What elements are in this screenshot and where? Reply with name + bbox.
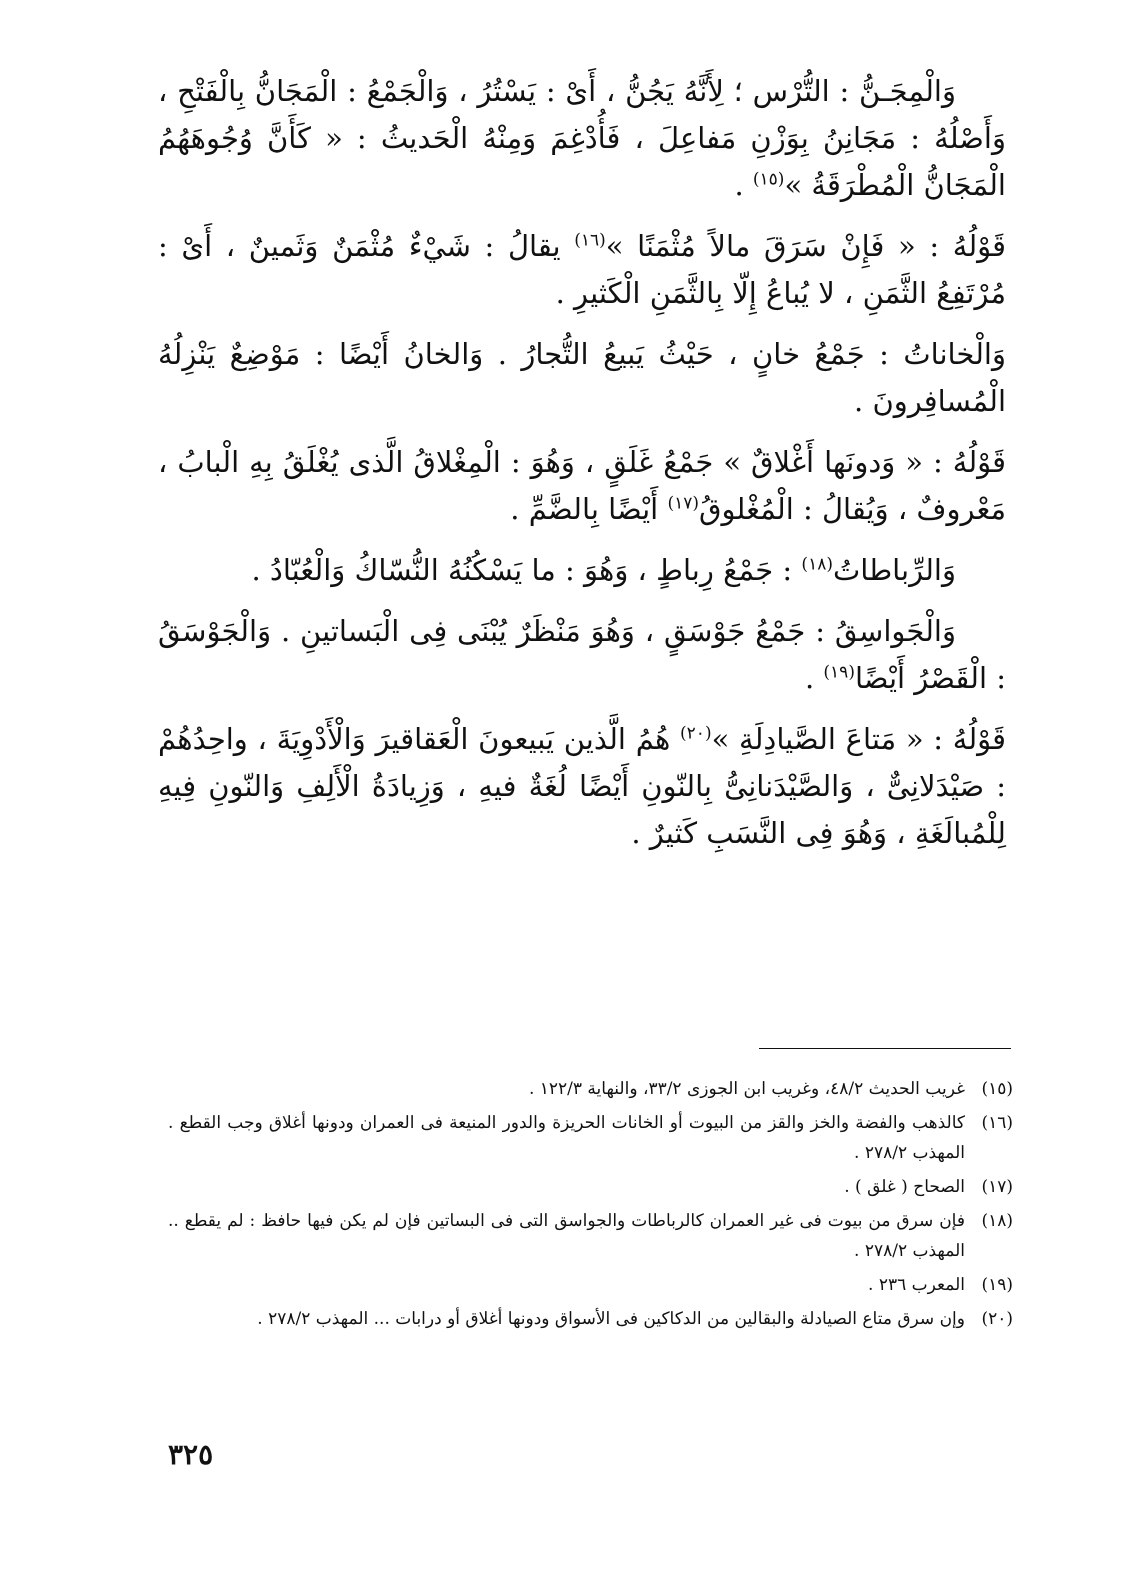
paragraph-muthman: [158, 223, 1006, 317]
footnote-ref-19: (١٩): [823, 662, 855, 683]
footnotes: [168, 1074, 1013, 1338]
footnote-number: (٢٠): [981, 1309, 1013, 1329]
paragraph-text: قَوْلُهُ : « مَتاعَ الصَّيادِلَةِ »: [711, 722, 1006, 756]
footnote-number: (١٦): [981, 1113, 1013, 1133]
paragraph-text: : جَمْعُ رِباطٍ ، وَهُوَ : ما يَسْكُنُهُ النُّسّاكُ وَالْعُبّادُ .: [251, 553, 802, 587]
footnote-text: الصحاح ( غلق ) .: [844, 1177, 965, 1197]
paragraph-text: .: [734, 168, 753, 202]
page-number: ٣٢٥: [168, 1438, 214, 1471]
paragraph-text: وَالْخاناتُ : جَمْعُ خانٍ ، حَيْثُ يَبيعُ التُّجارُ . وَالخانُ أَيْضًا : مَوْضِعٌ يَنْزِلُهُ الْمُسافِرونَ .: [158, 337, 1006, 418]
paragraph-jawasiq: [158, 608, 1006, 702]
paragraph-mijann: [158, 68, 1006, 209]
footnote-text: كالذهب والفضة والخز والقز من البيوت أو الخانات الحريزة والدور المنيعة فى العمران ودونها أغلاق وجب القطع . المهذب ٢٧٨/٢ .: [168, 1113, 965, 1163]
footnote-ref-15: (١٥): [752, 169, 785, 190]
footnote-item: [168, 1304, 1013, 1334]
footnote-item: [168, 1270, 1013, 1300]
footnote-number: (١٨): [981, 1211, 1013, 1231]
footnote-ref-20: (٢٠): [680, 723, 712, 744]
footnote-item: [168, 1172, 1013, 1202]
paragraph-text: وَالْمِجَـنُّ : التُّرْس ؛ لِأَنَّهُ يَجُنُّ ، أَىْ : يَسْتُرُ ، وَالْجَمْعُ : الْمَجَانُّ بِالْفَتْحِ ، وَأَصْلُهُ : مَجَانِنُ بِوَزْنِ مَفاعِلَ ، فَأُدْغِمَ وَمِنْهُ الْحَديثُ : « كَأَنَّ وُجُوهَهُمُ الْمَجَانُّ الْمُطْرَقَةُ »: [158, 74, 1006, 202]
footnote-text: المعرب ٢٣٦ .: [868, 1275, 965, 1295]
paragraph-text: أَيْضًا بِالضَّمِّ .: [510, 492, 668, 526]
paragraph-khanat: [158, 331, 1006, 425]
main-text: [158, 68, 1006, 871]
paragraph-text: يقالُ : شَيْءٌ مُثْمَنٌ وَثَمينٌ ، أَىْ : مُرْتَفِعُ الثَّمَنِ ، لا يُباعُ إِلّا بِالثَّمَنِ الْكَثيرِ .: [158, 229, 1006, 310]
footnote-text: فإن سرق من بيوت فى غير العمران كالرباطات والجواسق التى فى البساتين فإن لم يكن فيها حافظ : لم يقطع .. المهذب ٢٧٨/٢ .: [168, 1211, 965, 1261]
paragraph-text: وَالرِّباطاتُ: [832, 553, 956, 587]
footnote-ref-18: (١٨): [801, 554, 833, 575]
paragraph-ribatat: [158, 547, 1006, 594]
paragraph-text: قَوْلُهُ : « وَدونَها أَغْلاقٌ » جَمْعُ غَلَقٍ ، وَهُوَ : الْمِغْلاقُ الَّذى يُغْلَقُ بِهِ الْبابُ ، مَعْروفٌ ، وَيُقالُ : الْمُغْلوقُ: [158, 445, 1006, 526]
paragraph-text: هُمُ الَّذين يَبيعونَ الْعَقاقيرَ وَالْأَدْوِيَةَ ، واحِدُهُمْ : صَيْدَلانِىٌّ ، وَالصَّيْدَنانِىُّ بِالنّونِ أَيْضًا لُغَةٌ فيهِ ، وَزِيادَةُ الْأَلِفِ وَالنّونِ فِيهِ لِلْمُبالَغَةِ ، وَهُوَ فِى النَّسَبِ كَثيرٌ .: [158, 722, 1006, 850]
paragraph-text: .: [804, 661, 824, 695]
footnote-text: غريب الحديث ٤٨/٢، وغريب ابن الجوزى ٣٣/٢، والنهاية ١٢٢/٣ .: [528, 1079, 965, 1099]
footnote-separator: [759, 1048, 1011, 1049]
footnote-number: (١٥): [981, 1079, 1013, 1099]
paragraph-text: وَالْجَواسِقُ : جَمْعُ جَوْسَقٍ ، وَهُوَ مَنْظَرٌ يُبْنَى فِى الْبَساتينِ . وَالْجَوْسَقُ : الْقَصْرُ أَيْضًا: [158, 614, 1006, 695]
footnote-item: [168, 1108, 1013, 1168]
footnote-item: [168, 1206, 1013, 1266]
footnote-item: [168, 1074, 1013, 1104]
footnote-ref-16: (١٦): [574, 230, 606, 251]
paragraph-sayadila: [158, 716, 1006, 857]
paragraph-text: قَوْلُهُ : « فَإِنْ سَرَقَ مالاً مُثْمَنًا »: [605, 229, 1007, 263]
footnote-text: وإن سرق متاع الصيادلة والبقالين من الدكاكين فى الأسواق ودونها أغلاق أو درابات ... المهذب ٢٧٨/٢ .: [257, 1309, 965, 1329]
footnote-number: (١٩): [981, 1275, 1013, 1295]
footnote-number: (١٧): [981, 1177, 1013, 1197]
footnote-ref-17: (١٧): [667, 493, 700, 514]
paragraph-aghlaq: [158, 439, 1006, 533]
